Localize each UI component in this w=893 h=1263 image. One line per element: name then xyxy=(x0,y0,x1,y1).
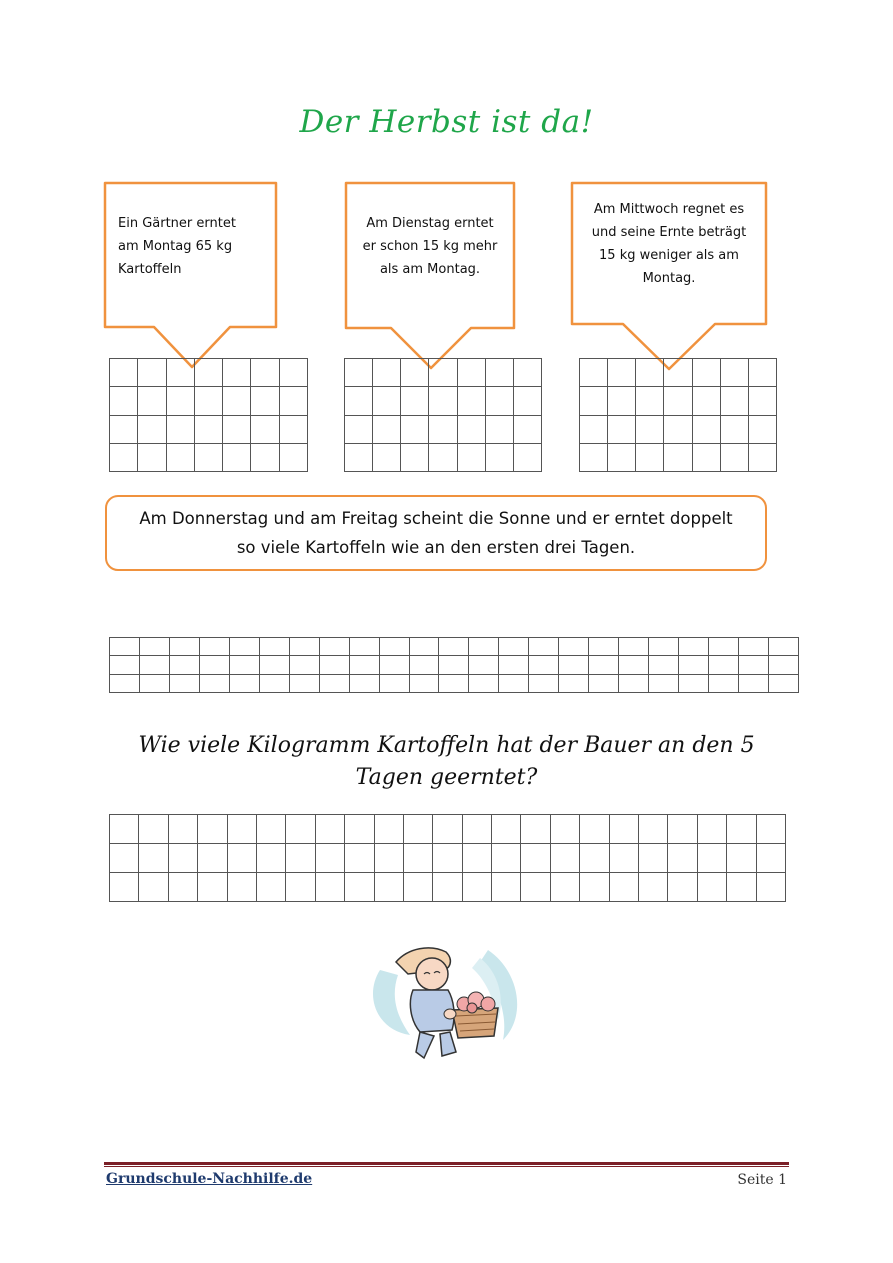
grid-cell[interactable] xyxy=(345,415,373,443)
grid-cell[interactable] xyxy=(139,873,168,902)
grid-cell[interactable] xyxy=(433,815,462,844)
grid-cell[interactable] xyxy=(668,844,697,873)
grid-cell[interactable] xyxy=(679,674,709,692)
grid-row xyxy=(110,387,308,415)
grid-cell[interactable] xyxy=(697,844,726,873)
grid-cell[interactable] xyxy=(529,638,559,656)
grid-cell[interactable] xyxy=(110,873,139,902)
grid-cell[interactable] xyxy=(664,443,692,471)
bubble-text-tuesday xyxy=(348,212,512,281)
grid-cell[interactable] xyxy=(513,359,541,387)
grid-cell[interactable] xyxy=(739,638,769,656)
grid-row xyxy=(110,443,308,471)
grid-cell[interactable] xyxy=(139,638,169,656)
grid-cell[interactable] xyxy=(194,359,222,387)
grid-cell[interactable] xyxy=(727,873,756,902)
grid-cell[interactable] xyxy=(110,415,138,443)
grid-cell[interactable] xyxy=(168,873,197,902)
grid-cell[interactable] xyxy=(521,873,550,902)
grid-cell[interactable] xyxy=(756,873,785,902)
grid-cell[interactable] xyxy=(679,656,709,674)
grid-cell[interactable] xyxy=(166,387,194,415)
grid-cell[interactable] xyxy=(709,638,739,656)
summary-line: so viele Kartoffeln wie an den ersten drei Tagen. xyxy=(236,538,636,557)
grid-cell[interactable] xyxy=(139,656,169,674)
grid-cell[interactable] xyxy=(345,844,374,873)
grid-cell[interactable] xyxy=(138,443,166,471)
grid-cell[interactable] xyxy=(499,656,529,674)
grid-row xyxy=(345,359,542,387)
grid-cell[interactable] xyxy=(756,815,785,844)
grid-cell[interactable] xyxy=(379,638,409,656)
grid-cell[interactable] xyxy=(664,387,692,415)
grid-cell[interactable] xyxy=(639,873,668,902)
bubble-line: 15 kg weniger als am xyxy=(599,248,739,263)
grid-cell[interactable] xyxy=(720,359,748,387)
grid-cell[interactable] xyxy=(492,873,521,902)
summary-box xyxy=(105,495,767,571)
footer-page-number: Seite 1 xyxy=(737,1172,787,1188)
grid-cell[interactable] xyxy=(609,873,638,902)
grid-cell[interactable] xyxy=(697,815,726,844)
grid-cell[interactable] xyxy=(289,638,319,656)
grid-cell[interactable] xyxy=(345,873,374,902)
bubble-line: als am Montag. xyxy=(379,262,481,277)
grid-cell[interactable] xyxy=(649,674,679,692)
grid-cell[interactable] xyxy=(485,387,513,415)
grid-row xyxy=(110,638,799,656)
grid-cell[interactable] xyxy=(223,359,251,387)
grid-cell[interactable] xyxy=(639,844,668,873)
grid-cell[interactable] xyxy=(720,443,748,471)
grid-row xyxy=(580,387,777,415)
grid-cell[interactable] xyxy=(229,638,259,656)
grid-cell[interactable] xyxy=(315,873,344,902)
grid-cell[interactable] xyxy=(664,415,692,443)
grid-cell[interactable] xyxy=(229,656,259,674)
grid-cell[interactable] xyxy=(139,815,168,844)
grid-cell[interactable] xyxy=(379,656,409,674)
grid-cell[interactable] xyxy=(636,415,664,443)
grid-cell[interactable] xyxy=(521,844,550,873)
grid-cell[interactable] xyxy=(492,815,521,844)
bubble-line: Kartoffeln xyxy=(118,262,182,277)
grid-cell[interactable] xyxy=(345,359,373,387)
grid-cell[interactable] xyxy=(619,674,649,692)
grid-row xyxy=(110,359,308,387)
grid-cell[interactable] xyxy=(462,844,491,873)
grid-cell[interactable] xyxy=(199,638,229,656)
farmer-illustration xyxy=(368,940,528,1070)
grid-cell[interactable] xyxy=(194,443,222,471)
grid-cell[interactable] xyxy=(198,844,227,873)
grid-cell[interactable] xyxy=(279,359,307,387)
grid-cell[interactable] xyxy=(251,443,279,471)
grid-cell[interactable] xyxy=(223,415,251,443)
grid-cell[interactable] xyxy=(110,638,140,656)
grid-cell[interactable] xyxy=(649,638,679,656)
grid-cell[interactable] xyxy=(110,674,140,692)
grid-cell[interactable] xyxy=(256,844,285,873)
grid-cell[interactable] xyxy=(559,656,589,674)
grid-cell[interactable] xyxy=(374,873,403,902)
grid-cell[interactable] xyxy=(559,674,589,692)
grid-cell[interactable] xyxy=(727,844,756,873)
grid-cell[interactable] xyxy=(513,443,541,471)
grid-cell[interactable] xyxy=(469,674,499,692)
grid-cell[interactable] xyxy=(550,844,579,873)
grid-cell[interactable] xyxy=(198,815,227,844)
grid-cell[interactable] xyxy=(608,387,636,415)
grid-cell[interactable] xyxy=(279,443,307,471)
grid-cell[interactable] xyxy=(469,638,499,656)
grid-cell[interactable] xyxy=(609,815,638,844)
grid-cell[interactable] xyxy=(373,415,401,443)
grid-cell[interactable] xyxy=(403,873,432,902)
grid-cell[interactable] xyxy=(286,844,315,873)
grid-row xyxy=(345,387,542,415)
grid-cell[interactable] xyxy=(168,844,197,873)
grid-cell[interactable] xyxy=(110,443,138,471)
grid-cell[interactable] xyxy=(692,443,720,471)
grid-cell[interactable] xyxy=(609,844,638,873)
grid-cell[interactable] xyxy=(580,844,609,873)
grid-cell[interactable] xyxy=(315,844,344,873)
bubble-line: Montag. xyxy=(642,271,696,286)
grid-cell[interactable] xyxy=(457,415,485,443)
grid-cell[interactable] xyxy=(251,415,279,443)
grid-cell[interactable] xyxy=(664,359,692,387)
grid-row xyxy=(580,443,777,471)
grid-cell[interactable] xyxy=(259,638,289,656)
grid-cell[interactable] xyxy=(492,844,521,873)
grid-cell[interactable] xyxy=(349,674,379,692)
grid-cell[interactable] xyxy=(521,815,550,844)
grid-cell[interactable] xyxy=(692,387,720,415)
grid-cell[interactable] xyxy=(409,656,439,674)
grid-cell[interactable] xyxy=(168,815,197,844)
grid-cell[interactable] xyxy=(429,359,457,387)
grid-cell[interactable] xyxy=(580,387,608,415)
grid-cell[interactable] xyxy=(589,656,619,674)
grid-cell[interactable] xyxy=(580,359,608,387)
grid-cell[interactable] xyxy=(513,387,541,415)
grid-cell[interactable] xyxy=(439,674,469,692)
grid-cell[interactable] xyxy=(166,415,194,443)
question-line: Tagen geerntet? xyxy=(355,765,538,790)
grid-cell[interactable] xyxy=(469,656,499,674)
grid-cell[interactable] xyxy=(550,815,579,844)
grid-cell[interactable] xyxy=(462,815,491,844)
grid-cell[interactable] xyxy=(110,815,139,844)
grid-cell[interactable] xyxy=(409,638,439,656)
answer-grid-thursday-friday[interactable] xyxy=(109,637,799,693)
grid-cell[interactable] xyxy=(608,415,636,443)
grid-cell[interactable] xyxy=(110,387,138,415)
grid-cell[interactable] xyxy=(373,359,401,387)
grid-cell[interactable] xyxy=(319,638,349,656)
grid-row xyxy=(345,443,542,471)
grid-cell[interactable] xyxy=(429,443,457,471)
grid-cell[interactable] xyxy=(349,638,379,656)
grid-cell[interactable] xyxy=(748,415,776,443)
grid-cell[interactable] xyxy=(373,443,401,471)
footer-site-link[interactable]: Grundschule-Nachhilfe.de xyxy=(106,1171,313,1187)
question-text xyxy=(80,730,813,794)
grid-row xyxy=(110,873,786,902)
grid-cell[interactable] xyxy=(429,387,457,415)
grid-cell[interactable] xyxy=(668,815,697,844)
grid-cell[interactable] xyxy=(374,815,403,844)
grid-cell[interactable] xyxy=(433,873,462,902)
grid-cell[interactable] xyxy=(227,815,256,844)
question-line: Wie viele Kilogramm Kartoffeln hat der Bauer an den 5 xyxy=(138,733,755,758)
grid-cell[interactable] xyxy=(589,638,619,656)
grid-cell[interactable] xyxy=(485,415,513,443)
grid-cell[interactable] xyxy=(550,873,579,902)
grid-cell[interactable] xyxy=(138,387,166,415)
grid-cell[interactable] xyxy=(457,443,485,471)
grid-cell[interactable] xyxy=(756,844,785,873)
grid-cell[interactable] xyxy=(439,656,469,674)
grid-cell[interactable] xyxy=(649,656,679,674)
answer-grid-total[interactable] xyxy=(109,814,786,902)
grid-cell[interactable] xyxy=(139,674,169,692)
grid-cell[interactable] xyxy=(223,443,251,471)
bubble-line: er schon 15 kg mehr xyxy=(362,239,498,254)
grid-cell[interactable] xyxy=(110,844,139,873)
grid-cell[interactable] xyxy=(199,656,229,674)
grid-cell[interactable] xyxy=(403,815,432,844)
grid-cell[interactable] xyxy=(289,674,319,692)
grid-cell[interactable] xyxy=(289,656,319,674)
bubble-line: Am Mittwoch regnet es xyxy=(593,202,745,217)
grid-cell[interactable] xyxy=(692,415,720,443)
grid-cell[interactable] xyxy=(709,656,739,674)
grid-row xyxy=(110,815,786,844)
grid-cell[interactable] xyxy=(485,359,513,387)
grid-cell[interactable] xyxy=(580,415,608,443)
grid-cell[interactable] xyxy=(259,656,289,674)
grid-cell[interactable] xyxy=(194,415,222,443)
grid-cell[interactable] xyxy=(727,815,756,844)
grid-cell[interactable] xyxy=(709,674,739,692)
grid-cell[interactable] xyxy=(373,387,401,415)
grid-cell[interactable] xyxy=(580,873,609,902)
grid-cell[interactable] xyxy=(256,815,285,844)
grid-cell[interactable] xyxy=(138,415,166,443)
grid-cell[interactable] xyxy=(319,674,349,692)
grid-cell[interactable] xyxy=(692,359,720,387)
grid-cell[interactable] xyxy=(139,844,168,873)
grid-cell[interactable] xyxy=(251,387,279,415)
grid-cell[interactable] xyxy=(720,415,748,443)
grid-cell[interactable] xyxy=(580,815,609,844)
grid-cell[interactable] xyxy=(636,443,664,471)
grid-cell[interactable] xyxy=(429,415,457,443)
grid-cell[interactable] xyxy=(223,387,251,415)
grid-cell[interactable] xyxy=(169,674,199,692)
grid-cell[interactable] xyxy=(251,359,279,387)
grid-cell[interactable] xyxy=(345,387,373,415)
grid-cell[interactable] xyxy=(679,638,709,656)
grid-cell[interactable] xyxy=(349,656,379,674)
grid-cell[interactable] xyxy=(748,443,776,471)
grid-cell[interactable] xyxy=(619,656,649,674)
grid-cell[interactable] xyxy=(619,638,649,656)
footer-rule xyxy=(104,1162,789,1165)
grid-cell[interactable] xyxy=(608,359,636,387)
grid-cell[interactable] xyxy=(499,638,529,656)
summary-line: Am Donnerstag und am Freitag scheint die Sonne und er erntet doppelt xyxy=(139,509,733,528)
grid-cell[interactable] xyxy=(259,674,289,692)
grid-cell[interactable] xyxy=(256,873,285,902)
grid-cell[interactable] xyxy=(529,656,559,674)
bubble-line: Am Dienstag erntet xyxy=(366,216,494,231)
grid-cell[interactable] xyxy=(768,638,798,656)
bubble-line: am Montag 65 kg xyxy=(118,239,233,254)
grid-cell[interactable] xyxy=(138,359,166,387)
grid-cell[interactable] xyxy=(286,873,315,902)
bubble-line: Ein Gärtner erntet xyxy=(118,216,236,231)
grid-cell[interactable] xyxy=(636,387,664,415)
grid-cell[interactable] xyxy=(229,674,259,692)
grid-cell[interactable] xyxy=(636,359,664,387)
grid-cell[interactable] xyxy=(110,359,138,387)
answer-grid-wednesday[interactable] xyxy=(579,358,777,472)
grid-cell[interactable] xyxy=(169,638,199,656)
grid-cell[interactable] xyxy=(580,443,608,471)
grid-cell[interactable] xyxy=(166,359,194,387)
grid-cell[interactable] xyxy=(433,844,462,873)
grid-cell[interactable] xyxy=(286,815,315,844)
grid-cell[interactable] xyxy=(529,674,559,692)
grid-cell[interactable] xyxy=(748,387,776,415)
grid-cell[interactable] xyxy=(401,443,429,471)
grid-cell[interactable] xyxy=(403,844,432,873)
grid-cell[interactable] xyxy=(697,873,726,902)
grid-cell[interactable] xyxy=(110,656,140,674)
grid-cell[interactable] xyxy=(169,656,199,674)
grid-cell[interactable] xyxy=(345,443,373,471)
grid-cell[interactable] xyxy=(198,873,227,902)
grid-cell[interactable] xyxy=(401,387,429,415)
grid-cell[interactable] xyxy=(315,815,344,844)
grid-cell[interactable] xyxy=(608,443,636,471)
grid-row xyxy=(110,656,799,674)
grid-row xyxy=(580,415,777,443)
answer-grid-tuesday[interactable] xyxy=(344,358,542,472)
grid-cell[interactable] xyxy=(513,415,541,443)
worksheet-title: Der Herbst ist da! xyxy=(299,104,594,140)
grid-cell[interactable] xyxy=(199,674,229,692)
grid-row xyxy=(110,674,799,692)
footer-rule-thin xyxy=(104,1166,789,1167)
grid-cell[interactable] xyxy=(720,387,748,415)
grid-cell[interactable] xyxy=(374,844,403,873)
grid-cell[interactable] xyxy=(499,674,529,692)
grid-cell[interactable] xyxy=(589,674,619,692)
bubble-text-monday xyxy=(118,212,268,281)
grid-cell[interactable] xyxy=(409,674,439,692)
grid-cell[interactable] xyxy=(379,674,409,692)
grid-cell[interactable] xyxy=(401,415,429,443)
grid-row xyxy=(110,844,786,873)
grid-cell[interactable] xyxy=(768,674,798,692)
grid-row xyxy=(580,359,777,387)
grid-row xyxy=(110,415,308,443)
grid-cell[interactable] xyxy=(279,387,307,415)
grid-row xyxy=(345,415,542,443)
bubble-line: und seine Ernte beträgt xyxy=(591,225,747,240)
grid-cell[interactable] xyxy=(457,387,485,415)
grid-cell[interactable] xyxy=(457,359,485,387)
grid-cell[interactable] xyxy=(227,844,256,873)
grid-cell[interactable] xyxy=(668,873,697,902)
grid-cell[interactable] xyxy=(739,674,769,692)
grid-cell[interactable] xyxy=(279,415,307,443)
answer-grid-monday[interactable] xyxy=(109,358,308,472)
grid-cell[interactable] xyxy=(485,443,513,471)
grid-cell[interactable] xyxy=(462,873,491,902)
grid-cell[interactable] xyxy=(227,873,256,902)
grid-cell[interactable] xyxy=(345,815,374,844)
grid-cell[interactable] xyxy=(639,815,668,844)
grid-cell[interactable] xyxy=(768,656,798,674)
grid-cell[interactable] xyxy=(319,656,349,674)
grid-cell[interactable] xyxy=(748,359,776,387)
grid-cell[interactable] xyxy=(166,443,194,471)
bubble-text-wednesday xyxy=(574,198,764,290)
grid-cell[interactable] xyxy=(559,638,589,656)
grid-cell[interactable] xyxy=(739,656,769,674)
grid-cell[interactable] xyxy=(194,387,222,415)
grid-cell[interactable] xyxy=(439,638,469,656)
grid-cell[interactable] xyxy=(401,359,429,387)
